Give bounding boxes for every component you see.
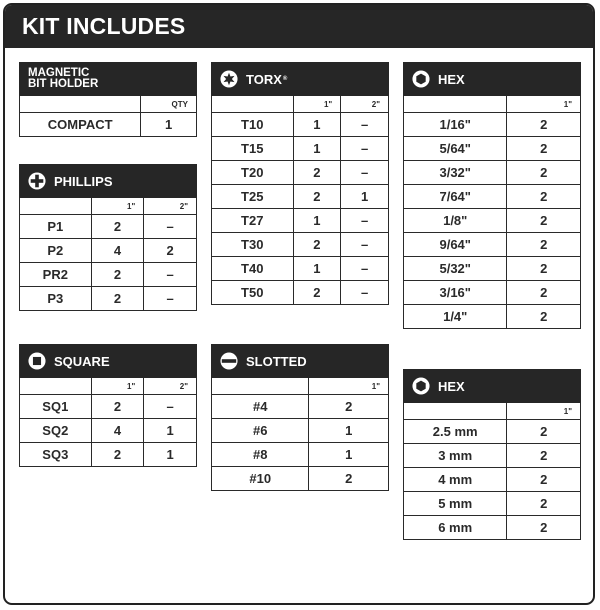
torx-icon bbox=[220, 70, 238, 88]
slotted-icon bbox=[220, 352, 238, 370]
col-header-2in: 2" bbox=[341, 96, 389, 113]
hex-metric-header bbox=[404, 370, 581, 403]
magnetic-title-line1: MAGNETIC bbox=[28, 67, 90, 79]
bit-name: T27 bbox=[212, 209, 294, 233]
bit-name: 2.5 mm bbox=[404, 420, 507, 444]
slotted-table bbox=[211, 344, 389, 491]
col-header-2in: 2" bbox=[144, 378, 197, 395]
bit-name: 1/4" bbox=[404, 305, 507, 329]
bit-name: 6 mm bbox=[404, 516, 507, 540]
bit-name: 4 mm bbox=[404, 468, 507, 492]
qty-1in: 2 bbox=[507, 281, 581, 305]
bit-name: SQ2 bbox=[20, 419, 92, 443]
square-icon bbox=[28, 352, 46, 370]
table-row bbox=[404, 468, 581, 492]
table-row bbox=[20, 443, 197, 467]
qty-1in: 1 bbox=[293, 257, 341, 281]
qty-1in: 2 bbox=[507, 185, 581, 209]
table-row bbox=[20, 263, 197, 287]
qty-2in: – bbox=[341, 281, 389, 305]
torx-header bbox=[212, 63, 389, 96]
hex-sae-table bbox=[403, 62, 581, 329]
bit-name: P3 bbox=[20, 287, 92, 311]
bit-name: COMPACT bbox=[20, 113, 141, 137]
bit-name: #4 bbox=[212, 395, 309, 419]
qty-2in: 1 bbox=[144, 419, 197, 443]
table-row bbox=[20, 113, 197, 137]
bit-name: T40 bbox=[212, 257, 294, 281]
table-row bbox=[212, 185, 389, 209]
qty-1in: 2 bbox=[91, 287, 144, 311]
table-row bbox=[20, 395, 197, 419]
table-row bbox=[20, 287, 197, 311]
table-row bbox=[212, 443, 389, 467]
table-row bbox=[404, 209, 581, 233]
qty-1in: 1 bbox=[309, 419, 389, 443]
table-row bbox=[212, 281, 389, 305]
table-row bbox=[20, 239, 197, 263]
qty-1in: 2 bbox=[507, 137, 581, 161]
bit-name: P1 bbox=[20, 215, 92, 239]
table-row bbox=[404, 305, 581, 329]
qty-2in: – bbox=[341, 161, 389, 185]
bit-name: T30 bbox=[212, 233, 294, 257]
bit-name: T15 bbox=[212, 137, 294, 161]
bit-name: 7/64" bbox=[404, 185, 507, 209]
col-header-1in: 1" bbox=[507, 96, 581, 113]
col-header-1in: 1" bbox=[91, 198, 144, 215]
title-banner bbox=[5, 5, 593, 48]
phillips-icon bbox=[28, 172, 46, 190]
bit-name: T50 bbox=[212, 281, 294, 305]
blank-header-cell bbox=[404, 96, 507, 113]
table-row bbox=[404, 113, 581, 137]
qty-1in: 2 bbox=[91, 443, 144, 467]
table-row bbox=[20, 215, 197, 239]
table-row bbox=[404, 420, 581, 444]
col-header-1in: 1" bbox=[309, 378, 389, 395]
hex-sae-header bbox=[404, 63, 581, 96]
table-row bbox=[212, 137, 389, 161]
blank-header-cell bbox=[212, 96, 294, 113]
bit-name: 3 mm bbox=[404, 444, 507, 468]
qty-1in: 1 bbox=[309, 443, 389, 467]
bit-name: 5/64" bbox=[404, 137, 507, 161]
blank-header-cell bbox=[404, 403, 507, 420]
hex-metric-table bbox=[403, 369, 581, 540]
qty-1in: 2 bbox=[507, 209, 581, 233]
col-header-1in: 1" bbox=[507, 403, 581, 420]
bit-name: 3/16" bbox=[404, 281, 507, 305]
table-row bbox=[212, 467, 389, 491]
table-row bbox=[404, 281, 581, 305]
qty-1in: 2 bbox=[91, 215, 144, 239]
table-row bbox=[404, 233, 581, 257]
table-row bbox=[404, 492, 581, 516]
qty-2in: – bbox=[341, 209, 389, 233]
registered-mark: ® bbox=[282, 76, 288, 82]
qty-1in: 2 bbox=[507, 444, 581, 468]
qty-2in: – bbox=[144, 287, 197, 311]
bit-name: #6 bbox=[212, 419, 309, 443]
col-header-1in: 1" bbox=[293, 96, 341, 113]
table-row bbox=[212, 395, 389, 419]
qty-2in: 1 bbox=[341, 185, 389, 209]
qty-2in: – bbox=[341, 233, 389, 257]
qty-2in: – bbox=[144, 215, 197, 239]
bit-name: #10 bbox=[212, 467, 309, 491]
qty-1in: 2 bbox=[293, 161, 341, 185]
qty-2in: 1 bbox=[144, 443, 197, 467]
bit-name: 5/32" bbox=[404, 257, 507, 281]
bit-name: T25 bbox=[212, 185, 294, 209]
torx-title: TORX bbox=[246, 71, 282, 87]
bit-name: P2 bbox=[20, 239, 92, 263]
bit-name: #8 bbox=[212, 443, 309, 467]
qty-1in: 2 bbox=[507, 161, 581, 185]
table-row bbox=[404, 516, 581, 540]
qty-2in: 2 bbox=[144, 239, 197, 263]
qty-1in: 2 bbox=[507, 233, 581, 257]
square-title: SQUARE bbox=[54, 353, 110, 369]
table-row bbox=[212, 161, 389, 185]
bit-qty: 1 bbox=[141, 113, 197, 137]
qty-1in: 1 bbox=[293, 113, 341, 137]
table-row bbox=[212, 113, 389, 137]
bit-name: 1/16" bbox=[404, 113, 507, 137]
table-row bbox=[212, 233, 389, 257]
qty-1in: 2 bbox=[507, 257, 581, 281]
qty-1in: 2 bbox=[507, 113, 581, 137]
phillips-title: PHILLIPS bbox=[54, 173, 113, 189]
hex-metric-title: HEX bbox=[438, 378, 465, 394]
bit-name: SQ1 bbox=[20, 395, 92, 419]
qty-1in: 4 bbox=[91, 239, 144, 263]
qty-1in: 1 bbox=[293, 137, 341, 161]
blank-header-cell bbox=[20, 378, 92, 395]
qty-1in: 2 bbox=[507, 516, 581, 540]
magnetic-title-line2: BIT HOLDER bbox=[28, 78, 99, 90]
table-row bbox=[404, 137, 581, 161]
qty-1in: 2 bbox=[293, 281, 341, 305]
table-row bbox=[404, 444, 581, 468]
col-header-2in: 2" bbox=[144, 198, 197, 215]
bit-name: 5 mm bbox=[404, 492, 507, 516]
torx-table bbox=[211, 62, 389, 305]
hex-icon bbox=[412, 70, 430, 88]
phillips-header bbox=[20, 165, 197, 198]
table-row bbox=[212, 419, 389, 443]
table-row bbox=[212, 209, 389, 233]
page-title: KIT INCLUDES bbox=[22, 13, 186, 39]
qty-2in: – bbox=[341, 137, 389, 161]
qty-2in: – bbox=[144, 263, 197, 287]
square-header bbox=[20, 345, 197, 378]
qty-1in: 1 bbox=[293, 209, 341, 233]
qty-1in: 4 bbox=[91, 419, 144, 443]
table-row bbox=[404, 161, 581, 185]
blank-header-cell bbox=[20, 198, 92, 215]
table-row bbox=[212, 257, 389, 281]
hex-sae-title: HEX bbox=[438, 71, 465, 87]
bit-name: 1/8" bbox=[404, 209, 507, 233]
blank-header-cell bbox=[212, 378, 309, 395]
qty-1in: 2 bbox=[91, 395, 144, 419]
bit-name: T10 bbox=[212, 113, 294, 137]
table-row bbox=[20, 419, 197, 443]
qty-2in: – bbox=[341, 113, 389, 137]
bit-name: PR2 bbox=[20, 263, 92, 287]
col-header-qty: QTY bbox=[141, 96, 197, 113]
magnetic-bit-holder-table bbox=[19, 62, 197, 137]
qty-1in: 2 bbox=[507, 492, 581, 516]
blank-header-cell bbox=[20, 96, 141, 113]
table-row bbox=[404, 185, 581, 209]
qty-1in: 2 bbox=[507, 305, 581, 329]
slotted-title: SLOTTED bbox=[246, 353, 307, 369]
qty-1in: 2 bbox=[91, 263, 144, 287]
phillips-table bbox=[19, 164, 197, 311]
slotted-header bbox=[212, 345, 389, 378]
bit-name: SQ3 bbox=[20, 443, 92, 467]
col-header-1in: 1" bbox=[91, 378, 144, 395]
bit-name: 9/64" bbox=[404, 233, 507, 257]
qty-1in: 2 bbox=[293, 233, 341, 257]
magnetic-header bbox=[20, 63, 197, 96]
square-table bbox=[19, 344, 197, 467]
qty-1in: 2 bbox=[507, 420, 581, 444]
hex-icon bbox=[412, 377, 430, 395]
bit-name: T20 bbox=[212, 161, 294, 185]
qty-1in: 2 bbox=[309, 395, 389, 419]
qty-1in: 2 bbox=[309, 467, 389, 491]
bit-name: 3/32" bbox=[404, 161, 507, 185]
qty-2in: – bbox=[341, 257, 389, 281]
table-row bbox=[404, 257, 581, 281]
qty-1in: 2 bbox=[293, 185, 341, 209]
qty-2in: – bbox=[144, 395, 197, 419]
qty-1in: 2 bbox=[507, 468, 581, 492]
